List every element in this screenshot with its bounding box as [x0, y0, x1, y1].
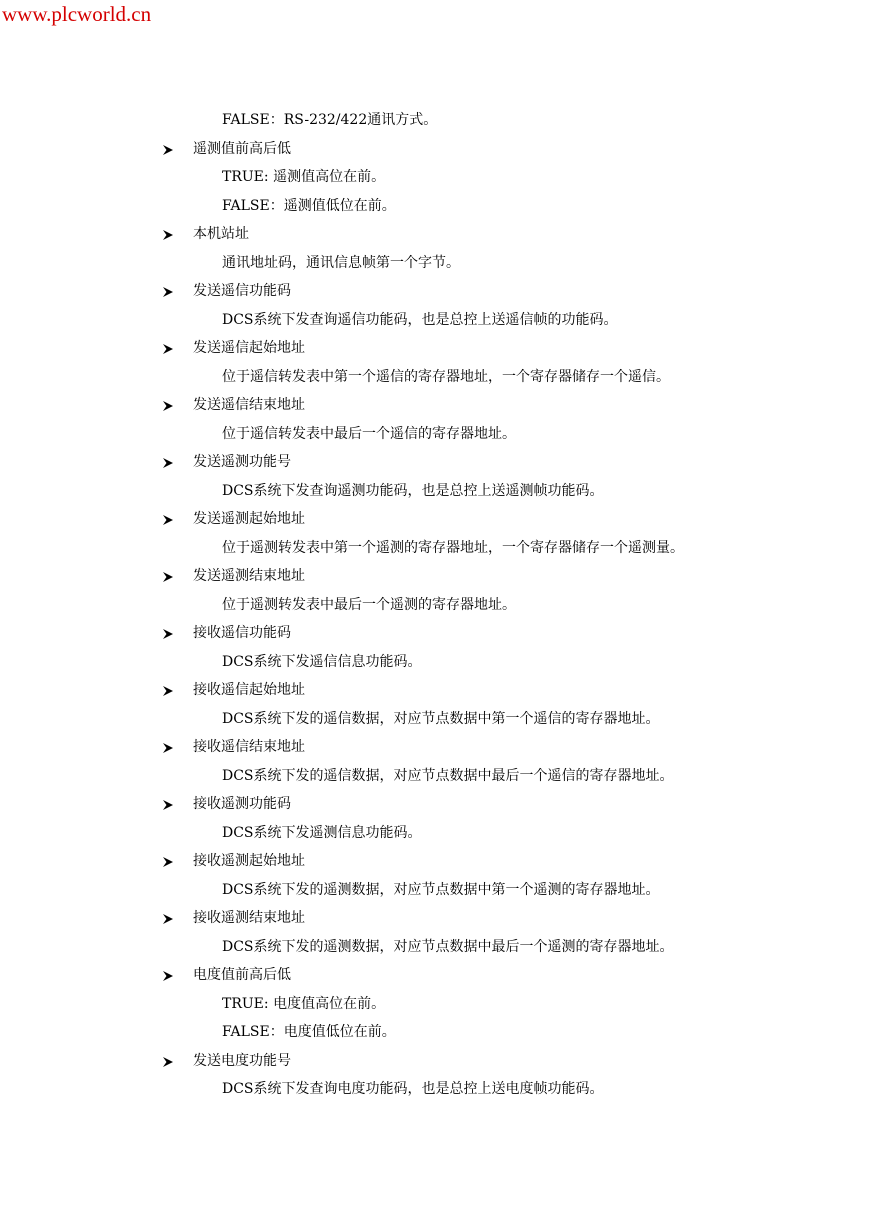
arrow-bullet-icon [162, 343, 174, 355]
description-text: 位于遥信转发表中第一个遥信的寄存器地址，一个寄存器储存一个遥信。 [222, 368, 670, 385]
parameter-description [0, 363, 869, 392]
arrow-bullet-icon [162, 457, 174, 469]
heading-text: 发送遥信功能码 [193, 283, 291, 299]
parameter-heading [0, 961, 869, 990]
description-text: DCS系统下发查询遥测功能码，也是总控上送遥测帧功能码。 [222, 482, 604, 499]
heading-text: 遥测值前高后低 [193, 140, 291, 157]
parameter-heading [0, 790, 869, 819]
parameter-heading [0, 334, 869, 363]
arrow-bullet-icon [162, 144, 174, 156]
description-text: DCS系统下发查询遥信功能码，也是总控上送遥信帧的功能码。 [222, 311, 618, 328]
parameter-description [0, 192, 869, 221]
description-text: 位于遥测转发表中第一个遥测的寄存器地址，一个寄存器储存一个遥测量。 [222, 539, 684, 556]
description-text: DCS系统下发遥测信息功能码。 [222, 824, 422, 841]
description-text: 位于遥信转发表中最后一个遥信的寄存器地址。 [222, 425, 516, 442]
heading-text: 接收遥测功能码 [193, 796, 291, 812]
parameter-description [0, 762, 869, 791]
heading-text: 接收遥信结束地址 [193, 739, 305, 755]
arrow-bullet-icon [162, 229, 174, 241]
parameter-description [0, 420, 869, 449]
arrow-bullet-icon [162, 799, 174, 811]
arrow-bullet-icon [162, 400, 174, 412]
description-text: DCS系统下发的遥信数据，对应节点数据中最后一个遥信的寄存器地址。 [222, 767, 674, 784]
parameter-description [0, 1018, 869, 1047]
parameter-heading [0, 220, 869, 249]
parameter-heading [0, 733, 869, 762]
arrow-bullet-icon [162, 913, 174, 925]
arrow-bullet-icon [162, 628, 174, 640]
heading-text: 发送遥测结束地址 [193, 568, 305, 584]
arrow-bullet-icon [162, 970, 174, 982]
heading-text: 接收遥测结束地址 [193, 910, 305, 926]
parameter-heading [0, 1047, 869, 1076]
description-text: DCS系统下发的遥测数据，对应节点数据中第一个遥测的寄存器地址。 [222, 881, 660, 898]
description-text: DCS系统下发遥信信息功能码。 [222, 653, 422, 670]
heading-text: 接收遥信起始地址 [193, 682, 305, 698]
heading-text: 本机站址 [193, 226, 249, 242]
description-text: DCS系统下发查询电度功能码，也是总控上送电度帧功能码。 [222, 1081, 604, 1097]
description-text: FALSE：RS-232/422通讯方式。 [222, 112, 438, 128]
description-text: DCS系统下发的遥信数据，对应节点数据中第一个遥信的寄存器地址。 [222, 710, 660, 727]
description-text: 通讯地址码，通讯信息帧第一个字节。 [222, 254, 460, 271]
parameter-description [0, 591, 869, 620]
arrow-bullet-icon [162, 742, 174, 754]
document-body [0, 106, 869, 1104]
arrow-bullet-icon [162, 856, 174, 868]
parameter-description [0, 876, 869, 905]
description-text: 位于遥测转发表中最后一个遥测的寄存器地址。 [222, 596, 516, 613]
parameter-description [0, 819, 869, 848]
parameter-description [0, 106, 869, 135]
parameter-heading [0, 391, 869, 420]
description-text: FALSE：电度值低位在前。 [222, 1024, 396, 1040]
parameter-description [0, 990, 869, 1019]
parameter-heading [0, 562, 869, 591]
parameter-heading [0, 619, 869, 648]
arrow-bullet-icon [162, 685, 174, 697]
arrow-bullet-icon [162, 1056, 174, 1068]
description-text: FALSE：遥测值低位在前。 [222, 197, 396, 214]
heading-text: 电度值前高后低 [193, 967, 291, 983]
parameter-heading [0, 277, 869, 306]
description-text: DCS系统下发的遥测数据，对应节点数据中最后一个遥测的寄存器地址。 [222, 938, 674, 955]
parameter-heading [0, 676, 869, 705]
parameter-description [0, 705, 869, 734]
parameter-description [0, 1075, 869, 1104]
parameter-heading [0, 904, 869, 933]
arrow-bullet-icon [162, 514, 174, 526]
heading-text: 发送遥信起始地址 [193, 340, 305, 356]
heading-text: 发送电度功能号 [193, 1052, 291, 1069]
arrow-bullet-icon [162, 286, 174, 298]
parameter-description [0, 933, 869, 962]
parameter-heading [0, 448, 869, 477]
parameter-description [0, 163, 869, 192]
heading-text: 发送遥测功能号 [193, 454, 291, 470]
parameter-description [0, 648, 869, 677]
watermark-url: www.plcworld.cn [2, 2, 152, 26]
heading-text: 接收遥信功能码 [193, 625, 291, 641]
parameter-heading [0, 847, 869, 876]
parameter-description [0, 534, 869, 563]
arrow-bullet-icon [162, 571, 174, 583]
description-text: TRUE: 遥测值高位在前。 [222, 169, 386, 185]
heading-text: 接收遥测起始地址 [193, 853, 305, 869]
parameter-heading [0, 135, 869, 164]
parameter-description [0, 306, 869, 335]
heading-text: 发送遥信结束地址 [193, 397, 305, 413]
parameter-description [0, 477, 869, 506]
parameter-description [0, 249, 869, 278]
description-text: TRUE: 电度值高位在前。 [222, 995, 386, 1012]
heading-text: 发送遥测起始地址 [193, 511, 305, 527]
parameter-heading [0, 505, 869, 534]
